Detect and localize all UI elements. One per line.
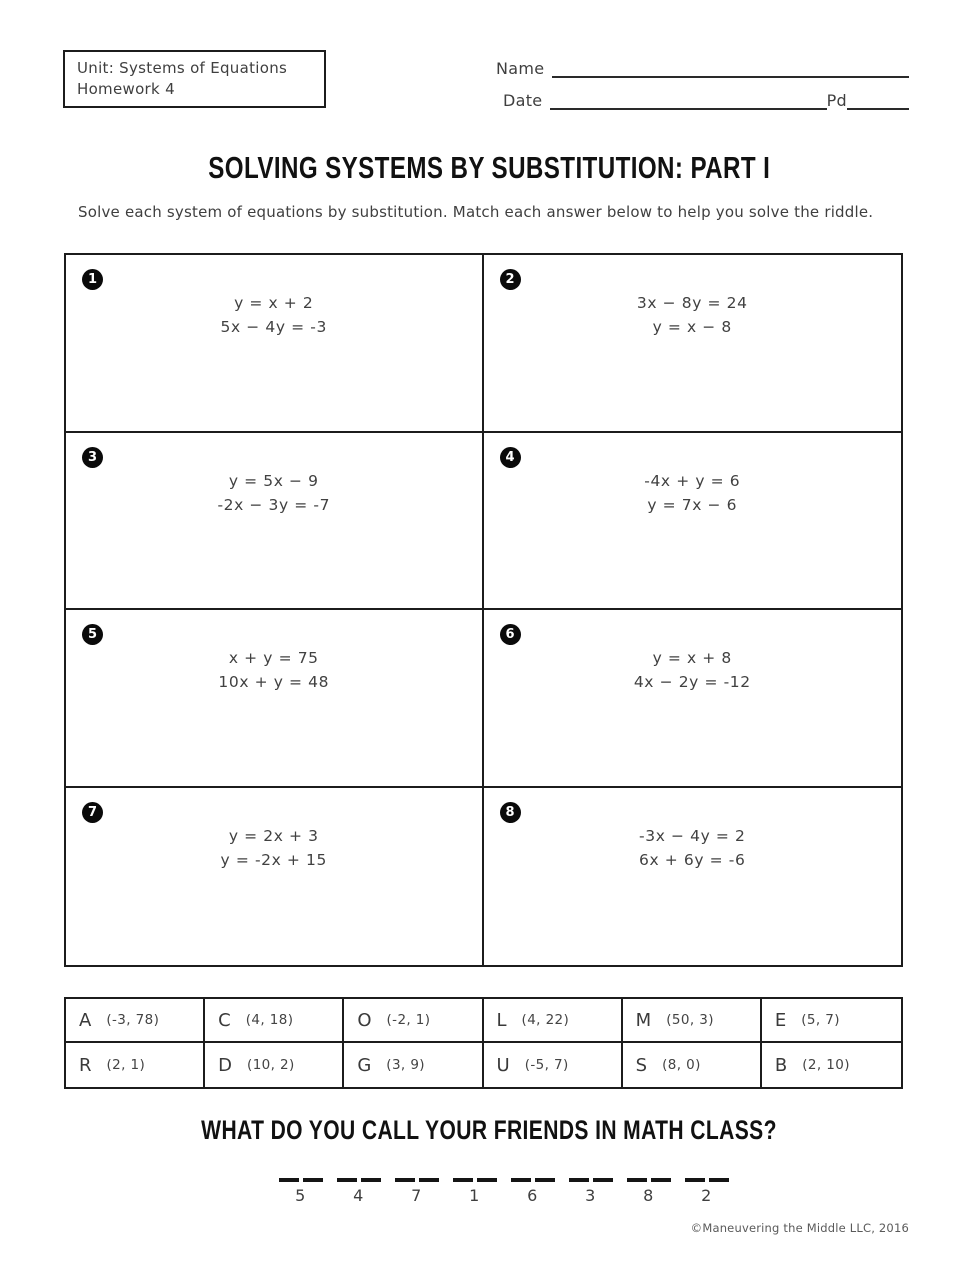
answer-blank[interactable] [452, 1178, 498, 1205]
blank-number: 1 [469, 1186, 480, 1205]
answer-value: (-2, 1) [386, 1012, 431, 1028]
problem-equations [66, 291, 482, 339]
blank-line [685, 1178, 729, 1182]
answer-cell-R [66, 1043, 205, 1087]
problems-grid [64, 253, 903, 967]
equation-line: y = 2x + 3 [228, 826, 319, 845]
blank-number: 2 [701, 1186, 712, 1205]
equation-line: 4x − 2y = -12 [633, 673, 751, 691]
answer-value: (50, 3) [666, 1012, 714, 1028]
blank-line [627, 1178, 671, 1182]
problem-cell-7 [66, 788, 484, 966]
problem-number-badge: 5 [82, 624, 103, 645]
answer-value: (5, 7) [801, 1012, 840, 1028]
answer-blank[interactable] [394, 1178, 440, 1205]
name-row [496, 48, 909, 78]
name-input-line[interactable] [552, 56, 909, 78]
answer-value: (2, 10) [802, 1057, 850, 1073]
answer-letter: O [357, 1009, 372, 1031]
blank-line [279, 1178, 323, 1182]
blank-line [395, 1178, 439, 1182]
answer-blank[interactable] [568, 1178, 614, 1205]
equation-line: -2x − 3y = -7 [217, 495, 331, 514]
blank-number: 7 [411, 1186, 422, 1205]
blank-number: 6 [527, 1186, 538, 1205]
problem-number-badge: 8 [500, 802, 521, 823]
answer-blank[interactable] [336, 1178, 382, 1205]
answer-cell-B [762, 1043, 901, 1087]
answer-cell-U [484, 1043, 623, 1087]
pd-input-line[interactable] [847, 88, 909, 110]
blank-number: 4 [353, 1186, 364, 1205]
equation-line: 6x + 6y = -6 [639, 850, 746, 869]
answer-cell-E [762, 999, 901, 1043]
answer-cell-M [623, 999, 762, 1043]
problem-cell-4 [484, 433, 902, 611]
blank-line [337, 1178, 381, 1182]
copyright-notice: ©Maneuvering the Middle LLC, 2016 [690, 1221, 909, 1235]
answer-letter: A [79, 1009, 92, 1031]
answer-value: (4, 18) [245, 1012, 294, 1028]
problem-cell-3 [66, 433, 484, 611]
problem-equations [484, 646, 902, 694]
blank-number: 5 [295, 1186, 306, 1205]
problem-equations [484, 469, 902, 517]
answer-cell-L [484, 999, 623, 1043]
problem-cell-1 [66, 255, 484, 433]
equation-line: x + y = 75 [228, 649, 319, 667]
equation-line: y = x − 8 [652, 318, 732, 336]
equation-line: y = x + 8 [652, 649, 732, 667]
answer-value: (-3, 78) [106, 1012, 160, 1028]
problem-equations [66, 646, 482, 694]
problem-cell-5 [66, 610, 484, 788]
problem-equations [484, 291, 902, 339]
blank-number: 3 [585, 1186, 596, 1205]
answer-blank[interactable] [510, 1178, 556, 1205]
equation-line: 5x − 4y = -3 [220, 318, 327, 336]
student-fields [496, 48, 909, 110]
problem-number-badge: 1 [82, 269, 103, 290]
riddle-answer-blanks [0, 1178, 979, 1205]
date-label: Date [503, 91, 543, 110]
page-title: SOLVING SYSTEMS BY SUBSTITUTION: PART I [208, 150, 771, 185]
answer-cell-O [344, 999, 483, 1043]
homework-number: Homework 4 [77, 80, 175, 98]
date-row [496, 80, 909, 110]
equation-line: 10x + y = 48 [218, 673, 330, 691]
answer-letter: E [774, 1009, 787, 1031]
problem-number-badge: 4 [500, 447, 521, 468]
answer-cell-S [623, 1043, 762, 1087]
riddle-question: WHAT DO YOU CALL YOUR FRIENDS IN MATH CLASS? [201, 1115, 778, 1145]
answer-value: (-5, 7) [524, 1057, 569, 1073]
answer-blank[interactable] [684, 1178, 730, 1205]
answer-value: (8, 0) [662, 1057, 701, 1073]
problem-equations [66, 469, 482, 517]
pd-label: Pd [826, 91, 847, 110]
equation-line: y = -2x + 15 [220, 850, 327, 869]
equation-line: y = x + 2 [234, 294, 314, 312]
equation-line: -4x + y = 6 [644, 471, 741, 490]
answer-letter: B [774, 1054, 788, 1076]
answer-value: (10, 2) [247, 1057, 295, 1073]
problem-cell-8 [484, 788, 902, 966]
answer-blank[interactable] [626, 1178, 672, 1205]
problem-equations [66, 824, 482, 872]
answer-letter: G [357, 1054, 372, 1076]
answer-cell-A [66, 999, 205, 1043]
answer-cell-D [205, 1043, 344, 1087]
answer-value: (4, 22) [521, 1012, 570, 1028]
problem-number-badge: 6 [500, 624, 521, 645]
equation-line: 3x − 8y = 24 [636, 294, 748, 312]
answer-letter: L [496, 1009, 507, 1031]
problem-number-badge: 7 [82, 802, 103, 823]
problem-number-badge: 3 [82, 447, 103, 468]
blank-line [511, 1178, 555, 1182]
unit-info-box [63, 50, 326, 108]
answer-letter: U [496, 1054, 510, 1076]
answer-letter: M [635, 1009, 652, 1031]
equation-line: -3x − 4y = 2 [639, 826, 746, 845]
answer-blank[interactable] [278, 1178, 324, 1205]
blank-line [569, 1178, 613, 1182]
answer-letter: C [218, 1009, 231, 1031]
date-input-line[interactable] [550, 88, 826, 110]
problem-equations [484, 824, 902, 872]
equation-line: y = 7x − 6 [647, 495, 738, 514]
answer-letter: S [635, 1054, 648, 1076]
answer-cell-C [205, 999, 344, 1043]
problem-number-badge: 2 [500, 269, 521, 290]
answer-letter: D [218, 1054, 233, 1076]
instructions: Solve each system of equations by substitution. Match each answer below to help you solve the riddle. [78, 203, 874, 221]
problem-cell-6 [484, 610, 902, 788]
answer-bank-table [64, 997, 903, 1089]
blank-line [453, 1178, 497, 1182]
answer-value: (2, 1) [106, 1057, 146, 1073]
blank-number: 8 [643, 1186, 654, 1205]
answer-value: (3, 9) [386, 1057, 425, 1073]
unit-title: Unit: Systems of Equations [77, 59, 288, 77]
answer-cell-G [344, 1043, 483, 1087]
equation-line: y = 5x − 9 [228, 471, 319, 490]
answer-letter: R [79, 1054, 92, 1076]
name-label: Name [496, 59, 545, 78]
problem-cell-2 [484, 255, 902, 433]
